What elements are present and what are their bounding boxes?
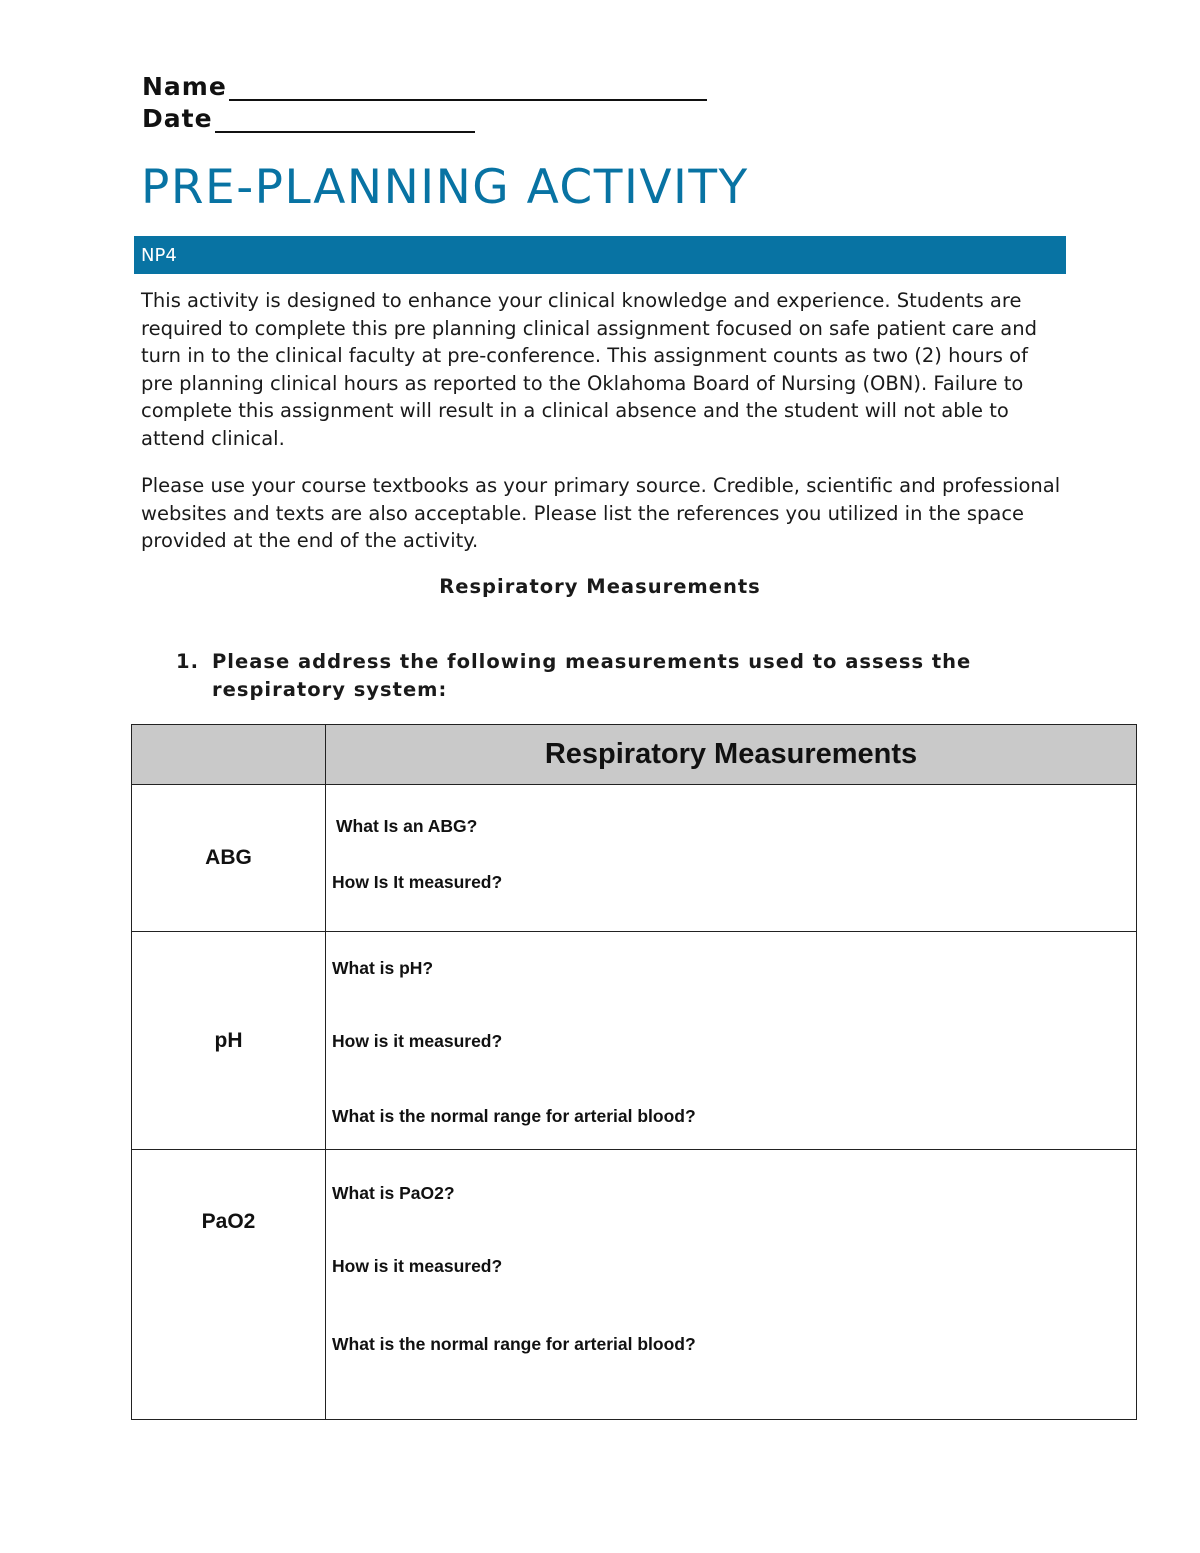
section-heading: Respiratory Measurements — [439, 575, 761, 598]
table-row-abg — [132, 785, 1137, 932]
abg-question-1: What Is an ABG? — [336, 816, 478, 836]
table-row-ph — [132, 932, 1137, 1150]
question-number: 1. — [176, 650, 199, 673]
answer-cell-ph[interactable] — [326, 932, 1137, 1150]
table-row-pao2 — [132, 1150, 1137, 1420]
abg-question-2: How Is It measured? — [332, 872, 503, 892]
answer-cell-pao2[interactable] — [326, 1150, 1137, 1420]
pao2-question-2: How is it measured? — [332, 1256, 503, 1276]
name-field[interactable] — [142, 72, 707, 101]
question-text: Please address the following measurements used to assess the respiratory system: — [212, 650, 972, 701]
name-label: Name — [142, 72, 227, 101]
name-blank-line[interactable] — [229, 77, 707, 101]
ph-question-3: What is the normal range for arterial blood? — [332, 1106, 696, 1126]
date-label: Date — [142, 104, 213, 133]
respiratory-measurements-table — [131, 724, 1137, 1420]
table-header-title: Respiratory Measurements — [326, 725, 1137, 785]
table-header-row — [132, 725, 1137, 785]
table-header-empty-cell — [132, 725, 326, 785]
course-band — [134, 236, 1066, 274]
ph-question-1: What is pH? — [332, 958, 434, 978]
intro-paragraph-2: Please use your course textbooks as your primary source. Credible, scientific and professional websites and texts are also acceptable. Please list the references you utilized in the space provided at the end of the activity. — [141, 474, 1061, 553]
intro-paragraph-1: This activity is designed to enhance your clinical knowledge and experience. Students are required to complete this pre planning clinical assignment focused on safe patient care and turn in to the clinical faculty at pre-conference. This assignment counts as two (2) hours of pre planning clinical hours as reported to the Oklahoma Board of Nursing (OBN). Failure to complete this assignment will result in a clinical absence and the student will not able to attend clinical. — [141, 289, 1037, 450]
course-code: NP4 — [141, 245, 177, 266]
row-label-ph: pH — [132, 932, 326, 1150]
question-1 — [176, 648, 996, 704]
date-field[interactable] — [142, 104, 475, 133]
row-label-abg: ABG — [132, 785, 326, 932]
pao2-question-1: What is PaO2? — [332, 1183, 455, 1203]
answer-cell-abg[interactable] — [326, 785, 1137, 932]
pao2-question-3: What is the normal range for arterial blood? — [332, 1334, 696, 1354]
ph-question-2: How is it measured? — [332, 1031, 503, 1051]
row-label-pao2: PaO2 — [132, 1150, 326, 1420]
date-blank-line[interactable] — [215, 109, 475, 133]
page-title: PRE-PLANNING ACTIVITY — [141, 160, 749, 215]
